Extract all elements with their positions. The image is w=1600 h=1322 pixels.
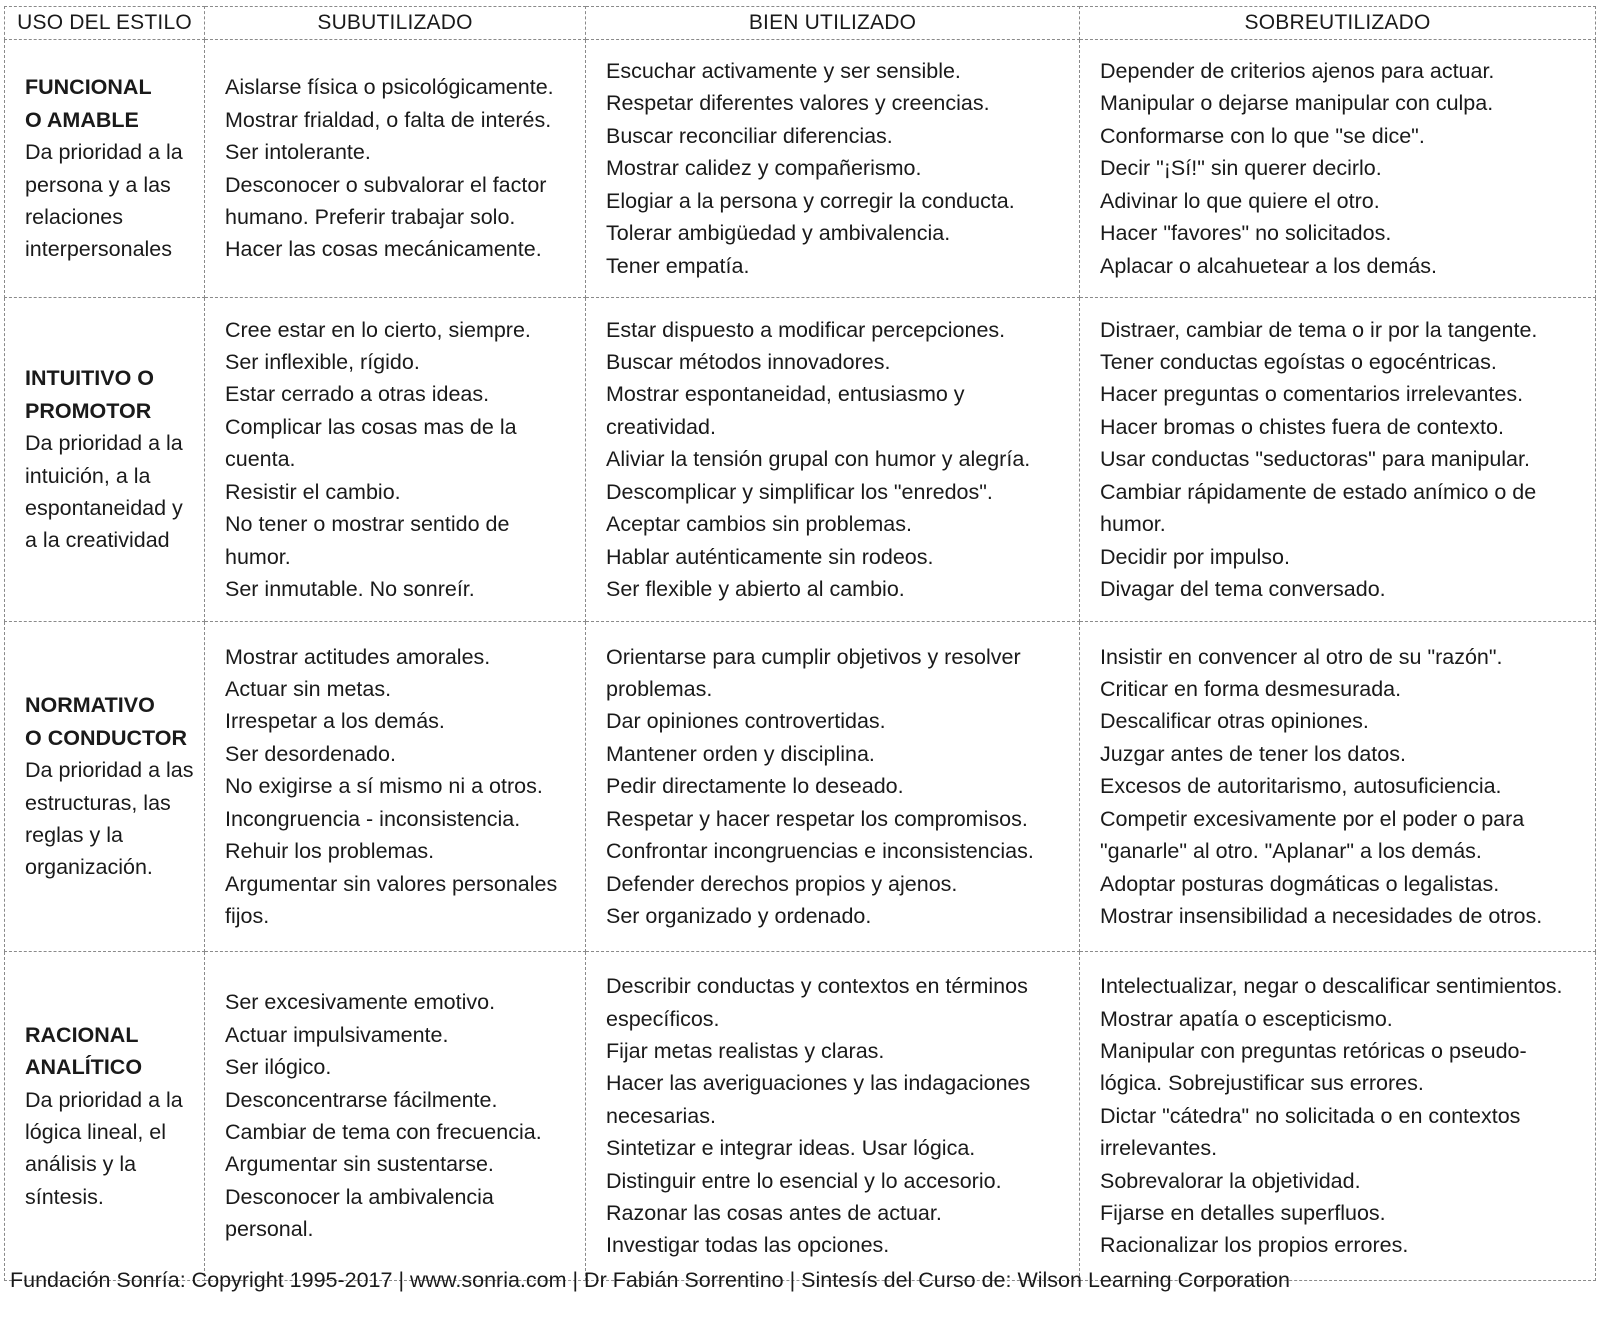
list-item: Desconcentrarse fácilmente. bbox=[225, 1087, 498, 1112]
subutilizado-cell bbox=[205, 622, 586, 952]
list-item: Mostrar espontaneidad, entusiasmo y creatividad. bbox=[606, 382, 965, 439]
list-item: Ser ilógico. bbox=[225, 1055, 332, 1080]
list-item: Racionalizar los propios errores. bbox=[1100, 1233, 1409, 1258]
list-item: Cambiar rápidamente de estado anímico o de humor. bbox=[1100, 479, 1537, 537]
style-name: INTUITIVO O PROMOTOR bbox=[25, 366, 154, 423]
style-cell bbox=[5, 952, 205, 1281]
list-item: Razonar las cosas antes de actuar. bbox=[606, 1201, 942, 1226]
list-item: Elogiar a la persona y corregir la conducta. bbox=[606, 188, 1015, 213]
list-item: Tener empatía. bbox=[606, 253, 750, 278]
list-item: Pedir directamente lo deseado. bbox=[606, 774, 904, 799]
bien-utilizado-cell bbox=[586, 40, 1080, 298]
list-item: Actuar impulsivamente. bbox=[225, 1022, 449, 1047]
sobreutilizado-cell bbox=[1080, 40, 1596, 298]
bien-utilizado-cell bbox=[586, 952, 1080, 1281]
list-item: Hacer las averiguaciones y las indagaciones necesarias. bbox=[606, 1071, 1031, 1128]
sobreutilizado-cell bbox=[1080, 622, 1596, 952]
list-item: Describir conductas y contextos en términos específicos. bbox=[606, 974, 1028, 1031]
list-item: Manipular o dejarse manipular con culpa. bbox=[1100, 91, 1494, 116]
list-item: Descomplicar y simplificar los "enredos". bbox=[606, 479, 993, 504]
list-item: Estar dispuesto a modificar percepciones. bbox=[606, 317, 1006, 342]
list-item: Criticar en forma desmesurada. bbox=[1100, 677, 1402, 702]
subutilizado-cell bbox=[205, 298, 586, 622]
style-name: RACIONAL ANALÍTICO bbox=[25, 1022, 143, 1080]
list-item: Distraer, cambiar de tema o ir por la tangente. bbox=[1100, 317, 1538, 342]
list-item: Decidir por impulso. bbox=[1100, 544, 1290, 569]
list-item: Cree estar en lo cierto, siempre. bbox=[225, 317, 531, 342]
subutilizado-cell bbox=[205, 952, 586, 1281]
list-item: Juzgar antes de tener los datos. bbox=[1100, 741, 1406, 766]
list-item: Ser inflexible, rígido. bbox=[225, 350, 420, 375]
copyright-footer: Fundación Sonría: Copyright 1995-2017 | www.sonria.com | Dr Fabián Sorrentino | Sintesís del Curso de: Wilson Learning Corporation bbox=[10, 1268, 1290, 1292]
list-item: Investigar todas las opciones. bbox=[606, 1233, 890, 1258]
list-item: Buscar reconciliar diferencias. bbox=[606, 123, 893, 148]
list-item: Excesos de autoritarismo, autosuficiencia. bbox=[1100, 774, 1502, 799]
bien-utilizado-cell bbox=[586, 622, 1080, 952]
list-item: Depender de criterios ajenos para actuar. bbox=[1100, 59, 1495, 84]
list-item: Respetar y hacer respetar los compromisos. bbox=[606, 806, 1028, 831]
style-description: Da prioridad a la intuición, a la espontaneidad y a la creatividad bbox=[25, 431, 183, 553]
list-item: Ser excesivamente emotivo. bbox=[225, 990, 496, 1015]
list-item: Conformarse con lo que "se dice". bbox=[1100, 123, 1425, 148]
list-item: Usar conductas "seductoras" para manipular. bbox=[1100, 447, 1530, 472]
sobreutilizado-cell bbox=[1080, 952, 1596, 1281]
list-item: Hacer bromas o chistes fuera de contexto. bbox=[1100, 414, 1504, 439]
list-item: Hacer preguntas o comentarios irrelevantes. bbox=[1100, 382, 1524, 407]
list-item: Dictar "cátedra" no solicitada o en contextos irrelevantes. bbox=[1100, 1103, 1521, 1161]
list-item: Ser inmutable. No sonreír. bbox=[225, 576, 475, 601]
list-item: Rehuir los problemas. bbox=[225, 839, 435, 864]
list-item: Descalificar otras opiniones. bbox=[1100, 709, 1369, 734]
list-item: Intelectualizar, negar o descalificar sentimientos. Mostrar apatía o escepticismo. bbox=[1100, 974, 1563, 1031]
list-item: Tener conductas egoístas o egocéntricas. bbox=[1100, 350, 1497, 375]
list-item: Hacer "favores" no solicitados. bbox=[1100, 221, 1392, 246]
list-item: Desconocer la ambivalencia personal. bbox=[225, 1184, 494, 1242]
list-item: Adoptar posturas dogmáticas o legalistas. bbox=[1100, 871, 1500, 896]
list-item: Irrespetar a los demás. bbox=[225, 709, 445, 734]
list-item: Mostrar actitudes amorales. bbox=[225, 644, 491, 669]
header-subutilizado: SUBUTILIZADO bbox=[205, 7, 586, 40]
list-item: Buscar métodos innovadores. bbox=[606, 350, 891, 375]
list-item: Confrontar incongruencias e inconsistencias. bbox=[606, 839, 1034, 864]
subutilizado-cell bbox=[205, 40, 586, 298]
list-item: Mostrar calidez y compañerismo. bbox=[606, 156, 922, 181]
list-item: Ser organizado y ordenado. bbox=[606, 903, 872, 928]
list-item: Fijarse en detalles superfluos. bbox=[1100, 1201, 1386, 1226]
style-name: FUNCIONAL O AMABLE bbox=[25, 75, 152, 132]
list-item: Competir excesivamente por el poder o para "ganarle" al otro. "Aplanar" a los demás. bbox=[1100, 806, 1525, 864]
table-row bbox=[5, 952, 1596, 1281]
list-item: No exigirse a sí mismo ni a otros. bbox=[225, 774, 543, 799]
style-description: Da prioridad a las estructuras, las reglas y la organización. bbox=[25, 758, 194, 880]
table-row bbox=[5, 622, 1596, 952]
list-item: Escuchar activamente y ser sensible. bbox=[606, 59, 961, 84]
list-item: Sintetizar e integrar ideas. Usar lógica. bbox=[606, 1136, 976, 1161]
list-item: Mostrar insensibilidad a necesidades de otros. bbox=[1100, 903, 1543, 928]
list-item: Adivinar lo que quiere el otro. bbox=[1100, 188, 1380, 213]
list-item: Dar opiniones controvertidas. bbox=[606, 709, 886, 734]
list-item: No tener o mostrar sentido de humor. bbox=[225, 512, 510, 569]
list-item: Cambiar de tema con frecuencia. bbox=[225, 1120, 542, 1144]
list-item: Desconocer o subvalorar el factor humano. Preferir trabajar solo. bbox=[225, 172, 547, 229]
style-description: Da prioridad a la lógica lineal, el análisis y la síntesis. bbox=[25, 1087, 183, 1209]
table-row bbox=[5, 298, 1596, 622]
list-item: Orientarse para cumplir objetivos y resolver problemas. bbox=[606, 644, 1021, 702]
style-description: Da prioridad a la persona y a las relaciones interpersonales bbox=[25, 140, 183, 262]
header-sobreutilizado: SOBREUTILIZADO bbox=[1080, 7, 1596, 40]
style-cell bbox=[5, 298, 205, 622]
list-item: Estar cerrado a otras ideas. bbox=[225, 382, 490, 407]
list-item: Tolerar ambigüedad y ambivalencia. bbox=[606, 221, 951, 246]
list-item: Argumentar sin sustentarse. bbox=[225, 1152, 494, 1177]
list-item: Divagar del tema conversado. bbox=[1100, 576, 1386, 601]
style-cell bbox=[5, 40, 205, 298]
bien-utilizado-cell bbox=[586, 298, 1080, 622]
sobreutilizado-cell bbox=[1080, 298, 1596, 622]
list-item: Actuar sin metas. bbox=[225, 677, 392, 702]
list-item: Incongruencia - inconsistencia. bbox=[225, 806, 521, 831]
list-item: Argumentar sin valores personales fijos. bbox=[225, 871, 558, 928]
list-item: Manipular con preguntas retóricas o pseudo-lógica. Sobrejustificar sus errores. bbox=[1100, 1038, 1527, 1096]
list-item: Fijar metas realistas y claras. bbox=[606, 1038, 885, 1063]
list-item: Sobrevalorar la objetividad. bbox=[1100, 1168, 1361, 1193]
header-bien-utilizado: BIEN UTILIZADO bbox=[586, 7, 1080, 40]
styles-table bbox=[4, 6, 1596, 1281]
style-name: NORMATIVO O CONDUCTOR bbox=[25, 693, 188, 750]
list-item: Complicar las cosas mas de la cuenta. bbox=[225, 414, 517, 472]
list-item: Aislarse física o psicológicamente. bbox=[225, 75, 554, 100]
list-item: Respetar diferentes valores y creencias. bbox=[606, 91, 990, 116]
list-item: Ser intolerante. bbox=[225, 140, 371, 165]
list-item: Decir "¡Sí!" sin querer decirlo. bbox=[1100, 156, 1382, 181]
list-item: Aceptar cambios sin problemas. bbox=[606, 512, 912, 537]
list-item: Mantener orden y disciplina. bbox=[606, 741, 875, 766]
style-cell bbox=[5, 622, 205, 952]
list-item: Aliviar la tensión grupal con humor y alegría. bbox=[606, 447, 1031, 472]
table-row bbox=[5, 40, 1596, 298]
list-item: Defender derechos propios y ajenos. bbox=[606, 871, 958, 896]
list-item: Distinguir entre lo esencial y lo accesorio. bbox=[606, 1168, 1002, 1193]
list-item: Resistir el cambio. bbox=[225, 479, 401, 504]
list-item: Hablar auténticamente sin rodeos. bbox=[606, 544, 934, 569]
list-item: Mostrar frialdad, o falta de interés. bbox=[225, 107, 552, 132]
list-item: Aplacar o alcahuetear a los demás. bbox=[1100, 253, 1438, 278]
header-row bbox=[5, 7, 1596, 40]
list-item: Ser flexible y abierto al cambio. bbox=[606, 576, 905, 601]
list-item: Hacer las cosas mecánicamente. bbox=[225, 237, 542, 262]
header-uso-del-estilo: USO DEL ESTILO bbox=[5, 7, 205, 40]
list-item: Ser desordenado. bbox=[225, 741, 396, 766]
list-item: Insistir en convencer al otro de su "razón". bbox=[1100, 644, 1503, 669]
